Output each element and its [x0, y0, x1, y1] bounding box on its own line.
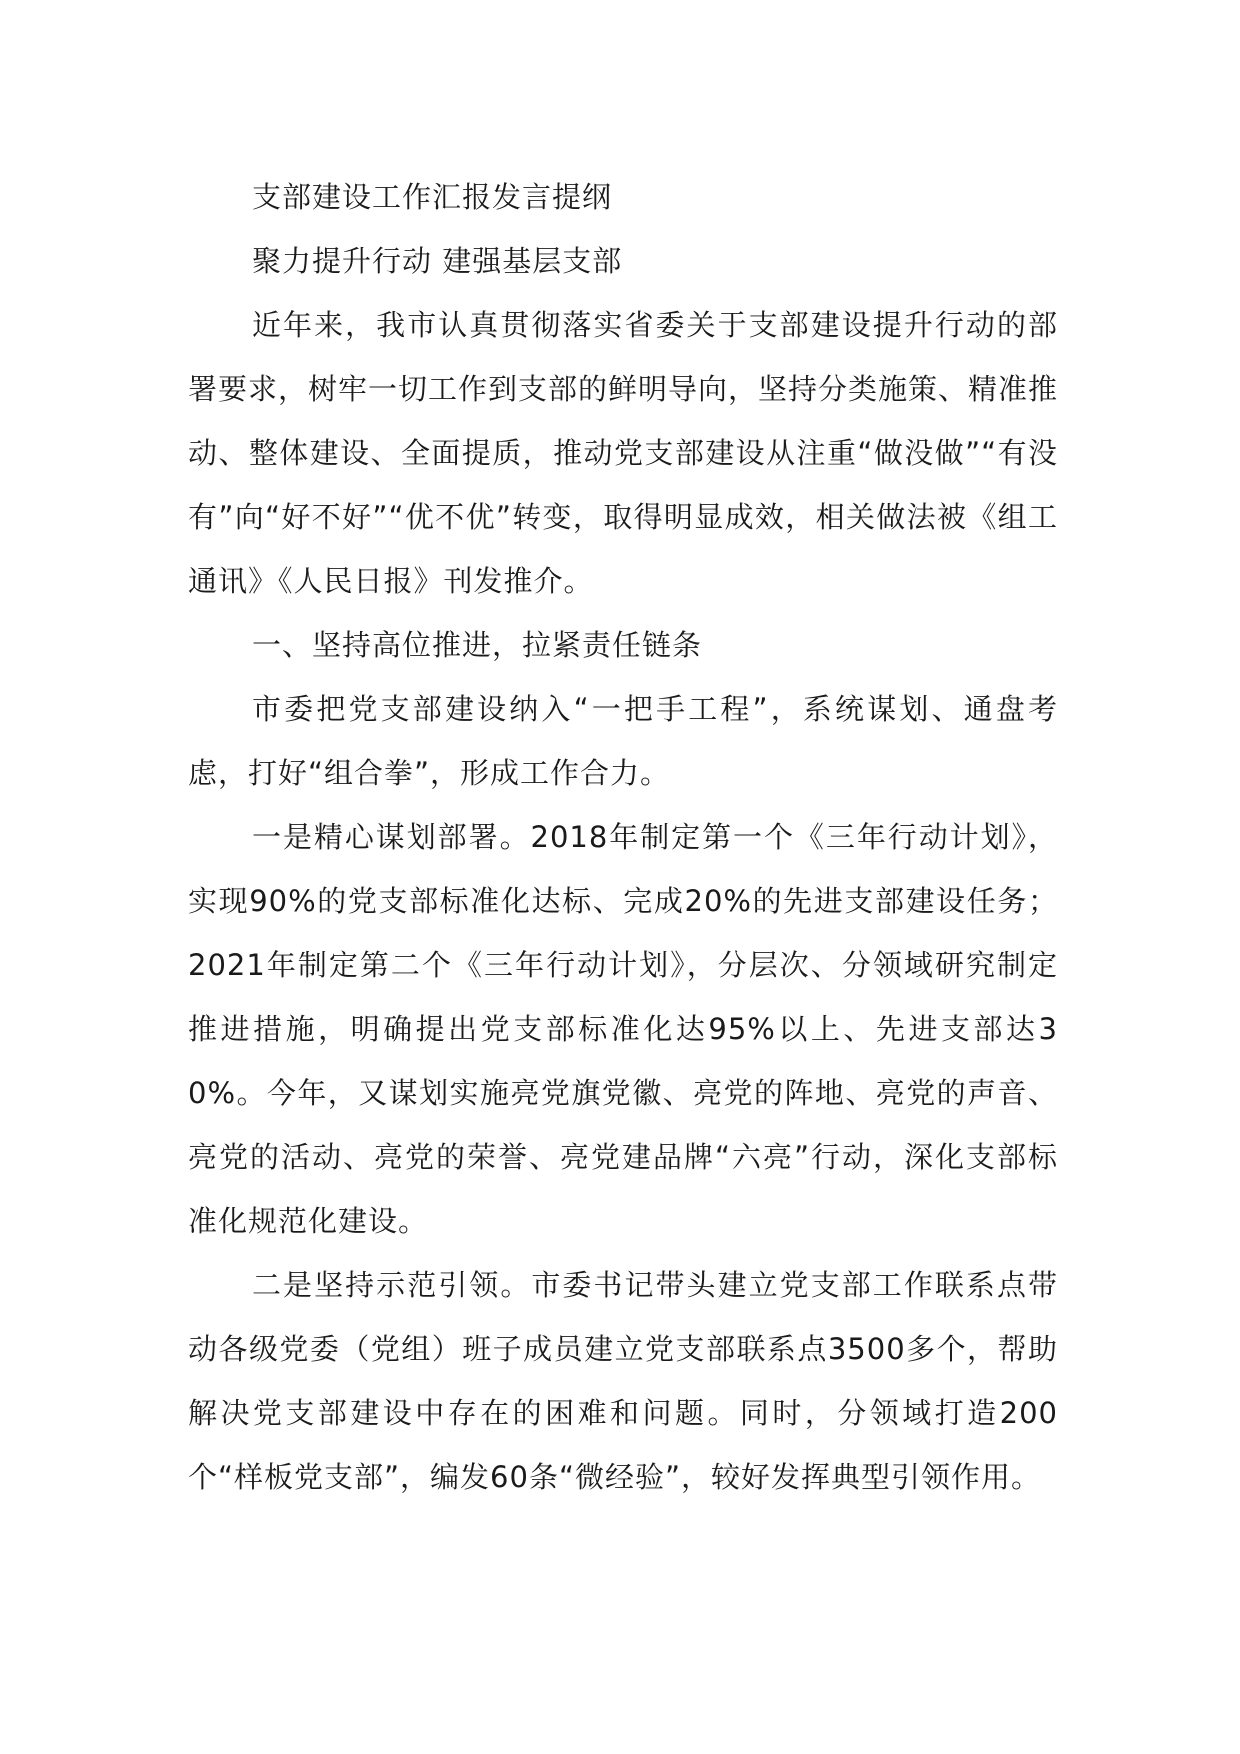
paragraph-point-2: 二是坚持示范引领。市委书记带头建立党支部工作联系点带动各级党委（党组）班子成员建立党支部联系点3500多个，帮助解决党支部建设中存在的困难和问题。同时，分领域打造200个“样板党支部”，编发60条“微经验”，较好发挥典型引领作用。 — [188, 1268, 1058, 1494]
document-title: 支部建设工作汇报发言提纲 — [252, 180, 613, 214]
paragraph-intro: 近年来，我市认真贯彻落实省委关于支部建设提升行动的部署要求，树牢一切工作到支部的鲜明导向，坚持分类施策、精准推动、整体建设、全面提质，推动党支部建设从注重“做没做”“有没有”向“好不好”“优不优”转变，取得明显成效，相关做法被《组工通讯》《人民日报》刊发推介。 — [188, 308, 1059, 598]
document-page — [188, 165, 1058, 1509]
document-subtitle: 聚力提升行动 建强基层支部 — [252, 244, 623, 278]
section-heading-1: 一、坚持高位推进，拉紧责任链条 — [252, 628, 703, 662]
paragraph-section-1: 市委把党支部建设纳入“一把手工程”，系统谋划、通盘考虑，打好“组合拳”，形成工作合力。 — [188, 692, 1058, 790]
paragraph-point-1: 一是精心谋划部署。2018年制定第一个《三年行动计划》，实现90%的党支部标准化达标、完成20%的先进支部建设任务；2021年制定第二个《三年行动计划》，分层次、分领域研究制定推进措施，明确提出党支部标准化达95%以上、先进支部达30%。今年，又谋划实施亮党旗党徽、亮党的阵地、亮党的声音、亮党的活动、亮党的荣誉、亮党建品牌“六亮”行动，深化支部标准化规范化建设。 — [188, 820, 1058, 1238]
